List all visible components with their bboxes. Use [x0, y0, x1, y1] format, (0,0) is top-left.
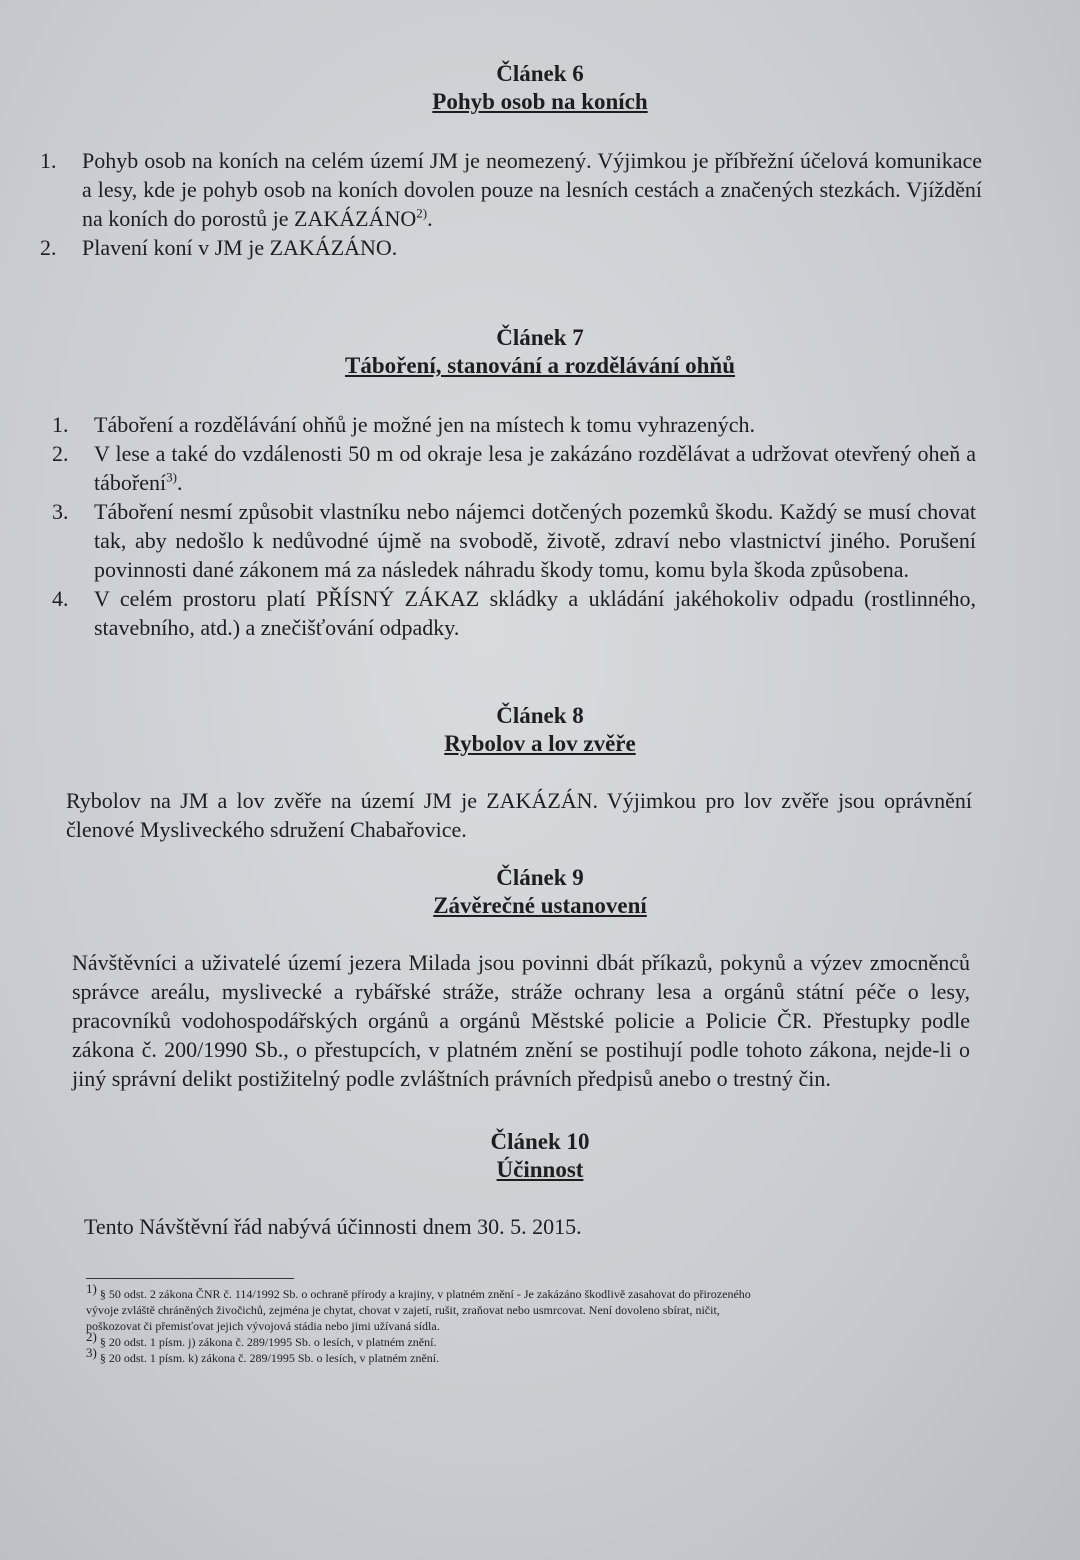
footnote-ref: 2)	[416, 205, 428, 221]
article-8-text: Rybolov na JM a lov zvěře na území JM je ZAKÁZÁN. Výjimkou pro lov zvěře jsou oprávnění členové Mysliveckého sdružení Chabařovice.	[66, 788, 972, 842]
article-subtitle: Účinnost	[496, 1157, 584, 1182]
article-6-list	[40, 146, 982, 262]
list-item: 2. V lese a také do vzdálenosti 50 m od okraje lesa je zakázáno rozdělávat a udržovat otevřený oheň a táboření$^{3)}$.	[52, 441, 976, 495]
footnote: $^{1)}$ § 50 odst. 2 zákona ČNR č. 114/1992 Sb. o ochraně přírody a krajiny, v platném znění - Je zakázáno škodlivě zasahovat do přirozeného	[86, 1281, 751, 1301]
article-10-text: Tento Návštěvní řád nabývá účinnosti dnem 30. 5. 2015.	[84, 1214, 582, 1239]
article-title: Článek 9	[496, 865, 584, 890]
article-subtitle: Pohyb osob na koních	[432, 89, 648, 114]
footnote-line: poškozovat či přemisťovat jejich vývojová stádia nebo jimi užívaná sídla.	[86, 1319, 440, 1333]
article-title: Článek 8	[496, 703, 584, 728]
footnote-line: vývoje zvláště chráněných živočichů, zejména je chytat, chovat v zajetí, rušit, zraňovat nebo usmrcovat. Není dovoleno sbírat, ničit,	[86, 1303, 720, 1317]
list-item: 3. Táboření nesmí způsobit vlastníku nebo nájemci dotčených pozemků škodu. Každý se musí chovat tak, aby nedošlo k nedůvodné újmě na svobodě, životě, zdraví nebo vlastnictví jiného. Porušení povinnosti dané zákonem má za následek náhradu škody tomu, komu byla škoda způsobena.	[52, 499, 976, 582]
article-10-heading	[0, 1128, 1080, 1184]
article-7-heading	[0, 324, 1080, 380]
article-title: Článek 10	[490, 1129, 590, 1154]
article-title: Článek 6	[496, 61, 584, 86]
list-item: 2. Plavení koní v JM je ZAKÁZÁNO.	[40, 235, 398, 260]
footnote-divider	[86, 1278, 294, 1279]
article-subtitle: Táboření, stanování a rozdělávání ohňů	[344, 353, 735, 378]
article-8-heading	[0, 702, 1080, 758]
list-item: 1. Pohyb osob na koních na celém území JM je neomezený. Výjimkou je příbřežní účelová komunikace a lesy, kde je pohyb osob na koních dovolen pouze na lesních cestách a značených stezkách. Vjíždění na koních do porostů je ZAKÁZÁNO$^{2)}$.	[40, 148, 982, 231]
footnote: $^{2)}$ § 20 odst. 1 písm. j) zákona č. 289/1995 Sb. o lesích, v platném znění.	[86, 1329, 437, 1349]
article-9-heading	[0, 864, 1080, 920]
article-6-heading	[0, 60, 1080, 116]
list-item: 4. V celém prostoru platí PŘÍSNÝ ZÁKAZ skládky a ukládání jakéhokoliv odpadu (rostlinného, stavebního, atd.) a znečišťování odpadky.	[52, 586, 976, 640]
footnote: $^{3)}$ § 20 odst. 1 písm. k) zákona č. 289/1995 Sb. o lesích, v platném znění.	[86, 1345, 440, 1365]
list-item: 1. Táboření a rozdělávání ohňů je možné jen na místech k tomu vyhrazených.	[52, 412, 755, 437]
article-9-text: Návštěvníci a uživatelé území jezera Milada jsou povinni dbát příkazů, pokynů a výzev zmocněnců správce areálu, myslivecké a rybářské stráže, stráže ochrany lesa a orgánů státní péče o lesy, pracovníků vodohospodářských orgánů a orgánů Městské policie a Policie ČR. Přestupky podle zákona č. 200/1990 Sb., o přestupcích, v platném znění se postihují podle tohoto zákona, nejde-li o jiný správní delikt postižitelný podle zvláštních právních předpisů anebo o trestný čin.	[72, 950, 970, 1091]
article-title: Článek 7	[496, 325, 584, 350]
article-subtitle: Závěrečné ustanovení	[433, 893, 647, 918]
footnote-ref: 3)	[166, 469, 177, 485]
article-subtitle: Rybolov a lov zvěře	[444, 731, 636, 756]
footnotes	[86, 1281, 966, 1366]
article-7-list	[52, 410, 976, 642]
